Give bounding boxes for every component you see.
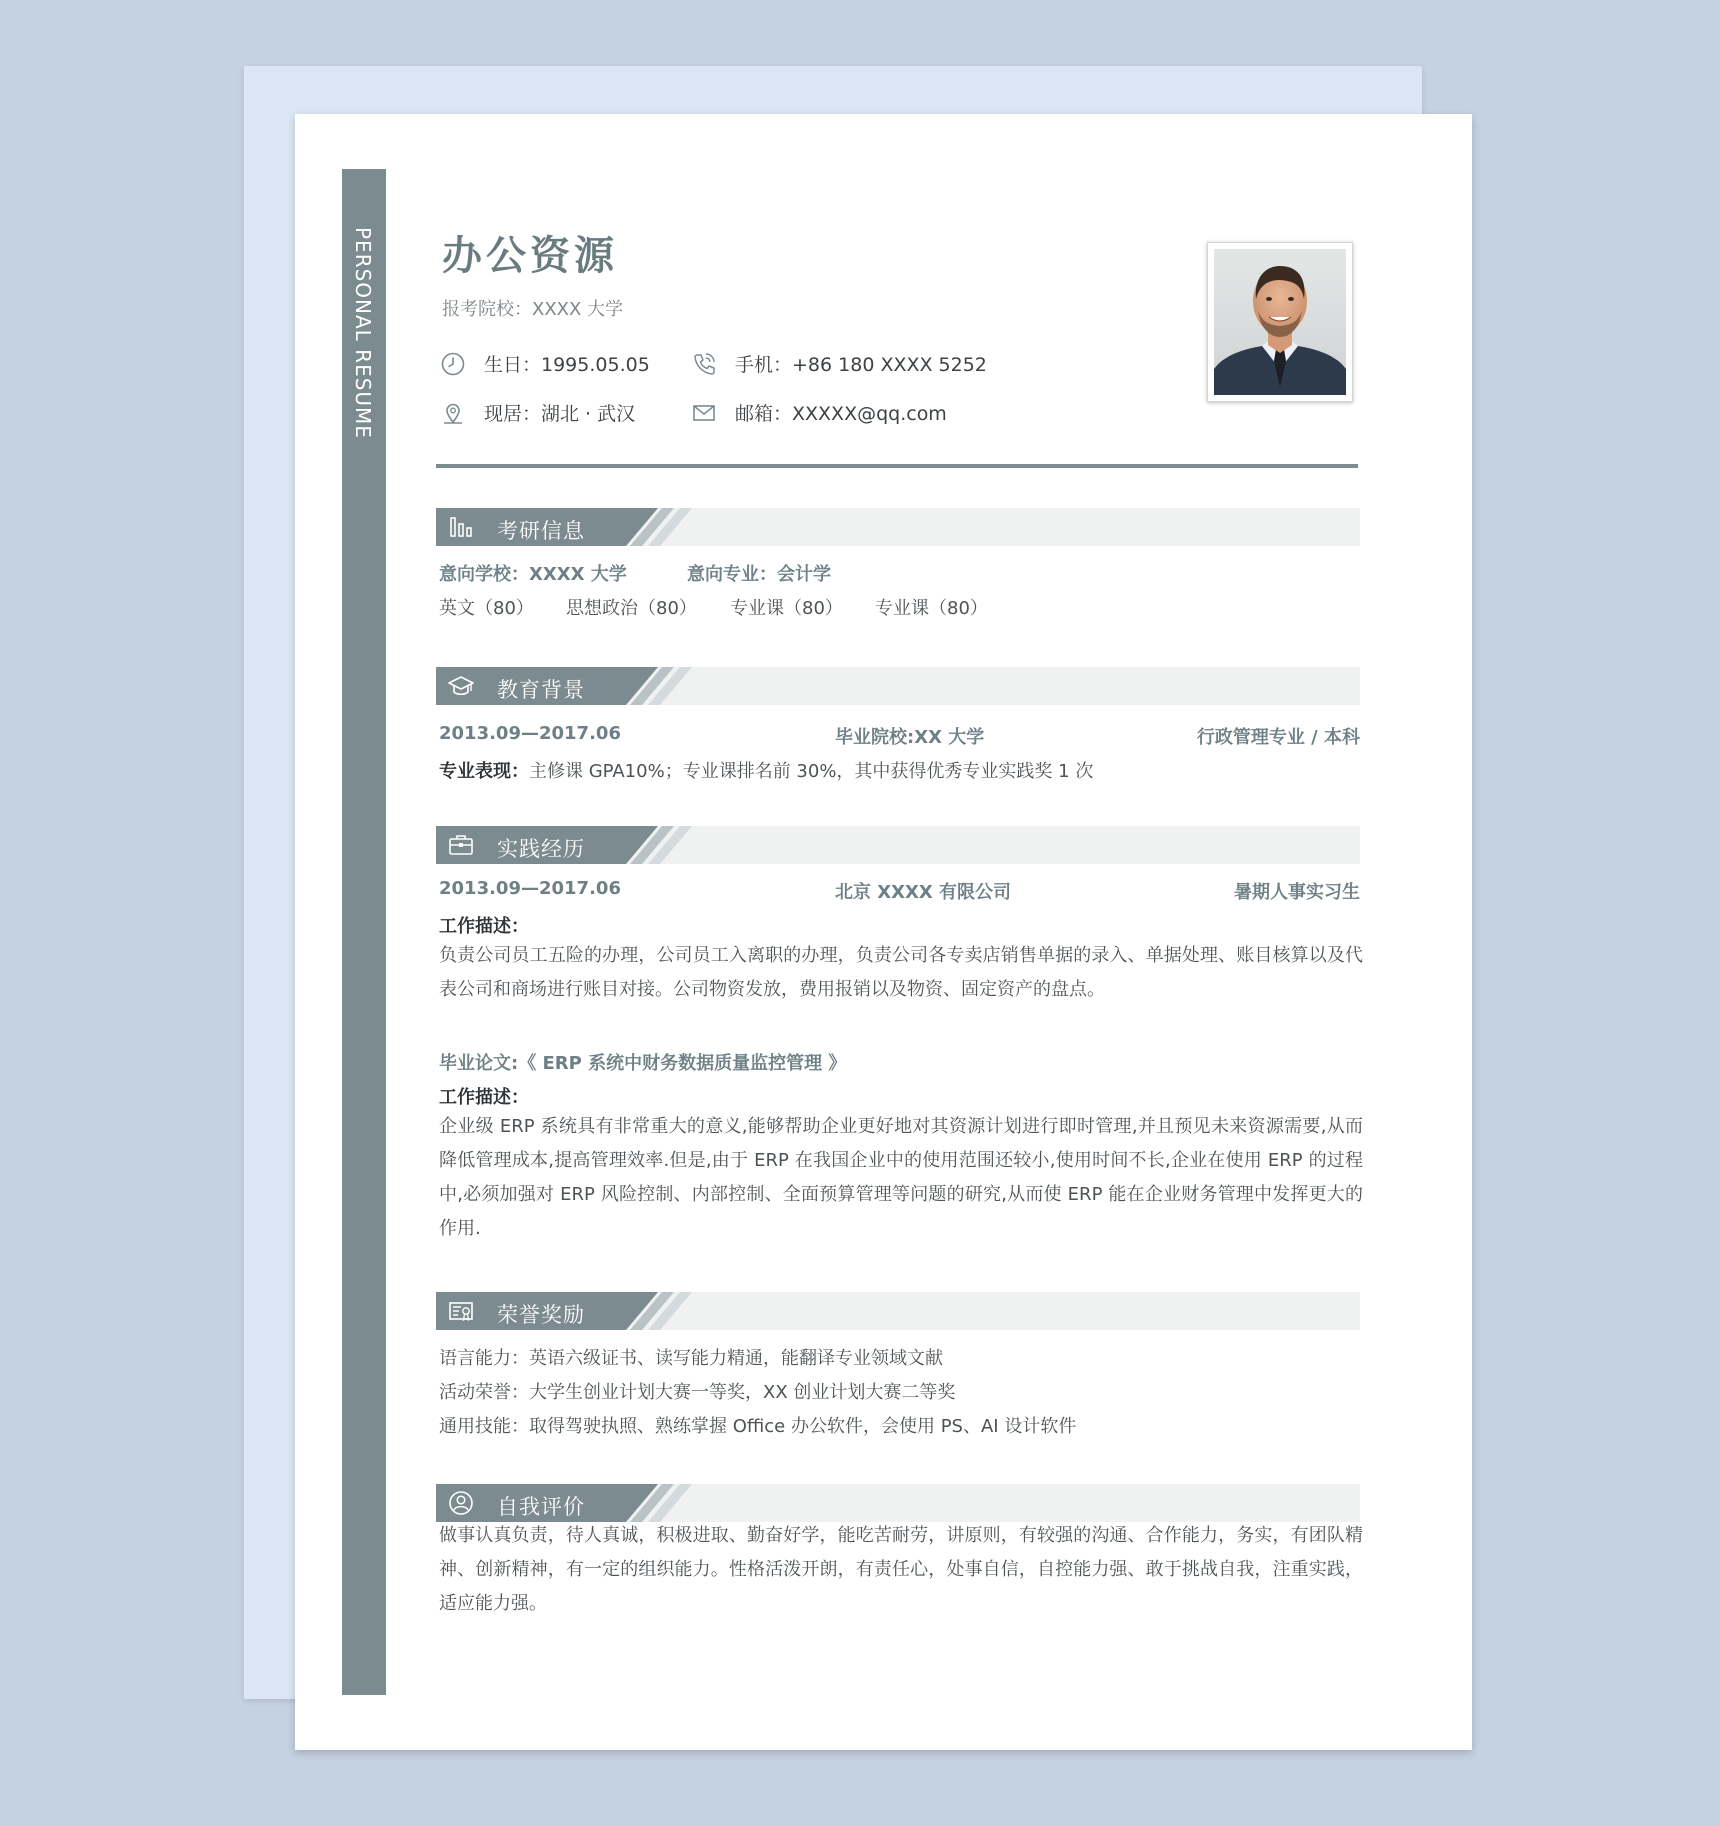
education-major: 行政管理专业 / 本科 <box>1196 727 1360 748</box>
score-major-2: 专业课（80） <box>875 598 988 619</box>
education-period: 2013.09—2017.06 <box>439 723 621 744</box>
performance-text: 主修课 GPA10%；专业课排名前 30%，其中获得优秀专业实践奖 1 次 <box>529 761 1094 782</box>
email-text: 邮箱：XXXXX@qq.com <box>735 403 947 425</box>
resume-sheet <box>295 114 1472 1750</box>
target-school-subtitle: 报考院校：XXXX 大学 <box>442 299 624 320</box>
education-school: 毕业院校:XX 大学 <box>835 727 985 748</box>
section-title-practice: 实践经历 <box>497 837 585 861</box>
envelope-icon <box>691 400 717 426</box>
practice-description: 负责公司员工五险的办理，公司员工入离职的办理，负责公司各专卖店销售单据的录入、单据处理、账目核算以及代表公司和商场进行账目对接。公司物资发放，费用报销以及物资、固定资产的盘点。 <box>439 945 1363 1000</box>
section-title-education: 教育背景 <box>497 678 585 702</box>
thesis-description: 企业级 ERP 系统具有非常重大的意义,能够帮助企业更好地对其资源计划进行即时管理,并且预见未来资源需要,从而降低管理成本,提高管理效率.但是,由于 ERP 在我国企业中的使用范围还较小,使用时间不长,企业在使用 ERP 的过程中,必须加强对 ERP 风险控制、内部控制、全面预算管理等问题的研究,从而使 ERP 能在企业财务管理中发挥更大的作用. <box>439 1116 1363 1239</box>
practice-company: 北京 XXXX 有限公司 <box>835 882 1012 903</box>
email-row <box>691 399 947 426</box>
self-evaluation-text: 做事认真负责，待人真诚，积极进取、勤奋好学，能吃苦耐劳，讲原则，有较强的沟通、合作能力，务实，有团队精神、创新精神，有一定的组织能力。性格活泼开朗，有责任心，处事自信，自控能力强、敢于挑战自我，注重实践，适应能力强。 <box>439 1525 1363 1614</box>
section-header-self-eval <box>436 1484 1360 1522</box>
section-header-practice <box>436 826 1360 864</box>
residence-row <box>440 399 635 426</box>
side-bar <box>342 169 386 1695</box>
phone-row <box>691 350 987 377</box>
section-header-education <box>436 667 1360 705</box>
score-politics: 思想政治（80） <box>566 598 697 619</box>
performance-label: 专业表现： <box>439 761 529 782</box>
bar-chart-icon <box>448 514 474 540</box>
honor-item-skills: 通用技能：取得驾驶执照、熟练掌握 Office 办公软件，会使用 PS、AI 设计软件 <box>439 1416 1077 1437</box>
score-major-1: 专业课（80） <box>730 598 843 619</box>
header-divider <box>436 464 1358 468</box>
birthday-text: 生日：1995.05.05 <box>484 354 650 376</box>
honor-item-language: 语言能力：英语六级证书、读写能力精通，能翻译专业领域文献 <box>439 1348 943 1369</box>
profile-photo-frame <box>1207 242 1353 402</box>
education-performance <box>439 757 1093 783</box>
thesis-desc-label: 工作描述： <box>439 1087 529 1108</box>
practice-period: 2013.09—2017.06 <box>439 878 621 899</box>
resume-name: 办公资源 <box>442 233 618 279</box>
graduation-cap-icon <box>448 673 474 699</box>
profile-photo <box>1214 249 1346 395</box>
honor-item-activity: 活动荣誉：大学生创业计划大赛一等奖，XX 创业计划大赛二等奖 <box>439 1382 956 1403</box>
residence-text: 现居：湖北 · 武汉 <box>484 403 636 425</box>
phone-text: 手机：+86 180 XXXX 5252 <box>735 354 987 376</box>
section-title-exam: 考研信息 <box>497 519 585 543</box>
user-icon <box>448 1490 474 1516</box>
practice-role: 暑期人事实习生 <box>1234 882 1360 903</box>
section-header-honors <box>436 1292 1360 1330</box>
practice-desc-label: 工作描述： <box>439 916 529 937</box>
briefcase-icon <box>448 832 474 858</box>
section-header-exam <box>436 508 1360 546</box>
birthday-row <box>440 350 650 377</box>
location-pin-icon <box>440 400 466 426</box>
score-english: 英文（80） <box>439 598 534 619</box>
clock-icon <box>440 351 466 377</box>
side-bar-label: PERSONAL RESUME <box>351 227 375 439</box>
certificate-icon <box>448 1298 474 1324</box>
target-school: 意向学校：XXXX 大学 <box>439 564 627 585</box>
phone-icon <box>691 351 717 377</box>
section-title-honors: 荣誉奖励 <box>497 1303 585 1327</box>
thesis-title: 毕业论文:《 ERP 系统中财务数据质量监控管理 》 <box>439 1053 847 1074</box>
target-major: 意向专业：会计学 <box>687 564 831 585</box>
section-title-self-eval: 自我评价 <box>497 1495 585 1519</box>
